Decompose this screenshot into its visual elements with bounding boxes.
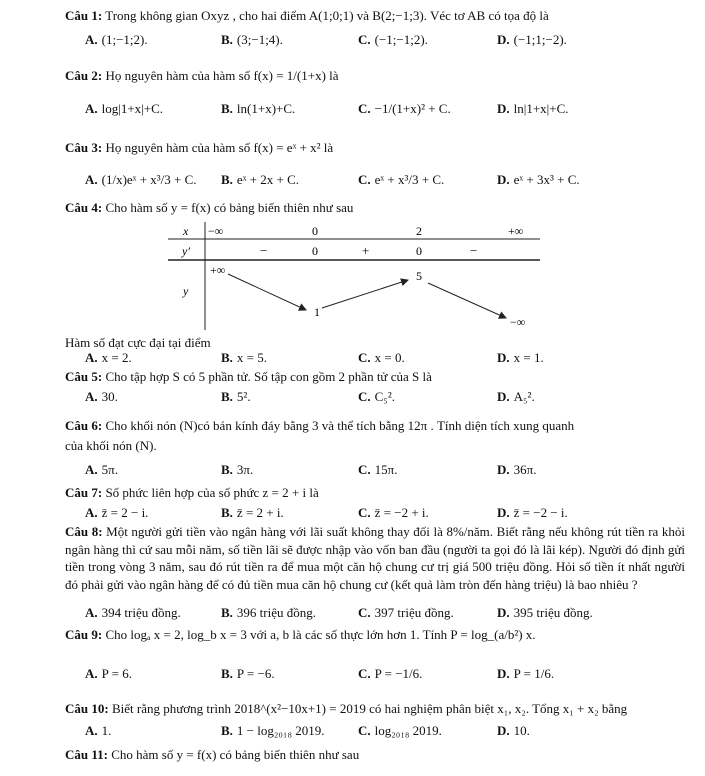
y-value-neg-inf: −∞	[510, 315, 526, 329]
option-c[interactable]: C. eˣ + x³/3 + C.	[358, 172, 445, 187]
question-label: Câu 11:	[65, 747, 108, 762]
options-6	[0, 460, 705, 480]
question-label: Câu 4:	[65, 200, 103, 215]
options-5	[0, 387, 705, 407]
question-2	[0, 66, 705, 86]
question-label: Câu 7:	[65, 485, 103, 500]
option-a[interactable]: A. P = 6.	[85, 666, 132, 681]
arrow-down-2	[428, 283, 506, 318]
option-d[interactable]: D. P = 1/6.	[497, 666, 555, 681]
option-c[interactable]: C. P = −1/6.	[358, 666, 423, 681]
options-1	[0, 30, 705, 50]
question-label: Câu 1:	[65, 8, 103, 23]
options-4	[0, 348, 705, 368]
options-2	[0, 99, 705, 119]
yprime-label: y′	[182, 244, 190, 258]
option-b[interactable]: B. 3π.	[221, 462, 254, 477]
option-a[interactable]: A. z̄ = 2 − i.	[85, 505, 149, 520]
option-a[interactable]: A. log|1+x|+C.	[85, 101, 164, 116]
question-4-followup: Hàm số đạt cực đại tại điểm	[65, 335, 211, 350]
option-d[interactable]: D. eˣ + 3x³ + C.	[497, 172, 580, 187]
option-a[interactable]: A. 30.	[85, 389, 118, 404]
question-label: Câu 10:	[65, 701, 109, 716]
x-value-neg-inf: −∞	[208, 224, 224, 238]
y-value-min: 1	[314, 305, 320, 319]
option-b[interactable]: B. 396 triệu đồng.	[221, 605, 316, 620]
question-6-line2: của khối nón (N).	[65, 438, 157, 453]
question-text: Trong không gian Oxyz , cho hai điểm A(1;0;1) và B(2;−1;3). Véc tơ AB có tọa độ là	[105, 8, 549, 23]
option-d[interactable]: D. z̄ = −2 − i.	[497, 505, 568, 520]
question-6	[0, 416, 705, 436]
option-b[interactable]: B. eˣ + 2x + C.	[221, 172, 300, 187]
option-d[interactable]: D. 395 triệu đồng.	[497, 605, 593, 620]
question-1	[0, 6, 705, 26]
question-text: Cho hàm số y = f(x) có bảng biến thiên như sau	[111, 747, 360, 762]
question-3	[0, 138, 705, 158]
options-10	[0, 721, 705, 741]
question-label: Câu 3:	[65, 140, 103, 155]
y-value-pos-inf: +∞	[210, 263, 226, 277]
question-text: Cho khối nón (N)có bán kính đáy bằng 3 và thể tích bằng 12π . Tính diện tích xung quanh	[105, 418, 575, 433]
options-7	[0, 503, 705, 523]
option-c[interactable]: C. 15π.	[358, 462, 398, 477]
option-c[interactable]: C. −1/(1+x)² + C.	[358, 101, 451, 116]
option-b[interactable]: B. x = 5.	[221, 350, 268, 365]
question-label: Câu 6:	[65, 418, 103, 433]
yprime-zero-2: 0	[416, 244, 422, 258]
question-10	[0, 699, 705, 719]
options-9	[0, 664, 705, 684]
option-c[interactable]: C. x = 0.	[358, 350, 405, 365]
question-text: Họ nguyên hàm của hàm số f(x) = eˣ + x² là	[105, 140, 334, 155]
question-text: Cho hàm số y = f(x) có bảng biến thiên như sau	[105, 200, 354, 215]
option-b[interactable]: B. ln(1+x)+C.	[221, 101, 296, 116]
question-text: Biết rằng phương trình 2018^(x²−10x+1) = 2019 có hai nghiệm phân biệt x₁, x₂. Tổng x₁ + x₂ bằng	[111, 701, 628, 716]
x-value-0: 0	[312, 224, 318, 238]
option-d[interactable]: D. (−1;1;−2).	[497, 32, 567, 47]
option-b[interactable]: B. (3;−1;4).	[221, 32, 283, 47]
question-label: Câu 2:	[65, 68, 103, 83]
question-8	[65, 523, 685, 593]
option-c[interactable]: C. C₅².	[358, 389, 395, 404]
sign-minus-2: −	[470, 243, 478, 258]
question-5	[0, 367, 705, 387]
sign-minus-1: −	[260, 243, 268, 258]
option-b[interactable]: B. P = −6.	[221, 666, 275, 681]
option-c[interactable]: C. 397 triệu đồng.	[358, 605, 454, 620]
question-4	[0, 198, 705, 218]
option-d[interactable]: D. x = 1.	[497, 350, 544, 365]
y-value-max: 5	[416, 269, 422, 283]
option-d[interactable]: D. 10.	[497, 723, 530, 738]
option-d[interactable]: D. ln|1+x|+C.	[497, 101, 569, 116]
question-9	[0, 625, 705, 645]
question-text: Họ nguyên hàm của hàm số f(x) = 1/(1+x) là	[105, 68, 339, 83]
option-a[interactable]: A. x = 2.	[85, 350, 132, 365]
option-a[interactable]: A. 5π.	[85, 462, 118, 477]
x-value-2: 2	[416, 224, 422, 238]
sign-plus: +	[362, 243, 370, 258]
question-label: Câu 5:	[65, 369, 103, 384]
variation-table	[0, 220, 705, 340]
y-label: y	[183, 284, 189, 298]
option-c[interactable]: C. z̄ = −2 + i.	[358, 505, 429, 520]
option-b[interactable]: B. 5².	[221, 389, 251, 404]
question-11	[0, 745, 705, 765]
option-d[interactable]: D. 36π.	[497, 462, 537, 477]
x-label: x	[183, 224, 189, 238]
x-value-pos-inf: +∞	[508, 224, 524, 238]
option-c[interactable]: C. (−1;−1;2).	[358, 32, 428, 47]
option-b[interactable]: B. 1 − log₂₀₁₈ 2019.	[221, 723, 325, 738]
arrow-up	[322, 280, 408, 308]
question-7	[0, 483, 705, 503]
yprime-zero-1: 0	[312, 244, 318, 258]
question-text: Cho tập hợp S có 5 phần tử. Số tập con gồm 2 phần tử của S là	[105, 369, 432, 384]
question-label: Câu 8:	[65, 524, 103, 539]
option-a[interactable]: A. 1.	[85, 723, 112, 738]
question-text: Một người gửi tiền vào ngân hàng với lãi suất không thay đổi là 8%/năm. Biết rằng nếu không rút tiền ra khỏi ngân hàng thì cứ sau mỗi năm, số tiền lãi sẽ được nhập vào vốn ban đầu (người ta gọi đó là lãi kép). Người đó định gửi tiền trong vòng 3 năm, sau đó rút tiền ra để mua một căn hộ chung cư trị giá 500 triệu đồng. Hỏi số tiền ít nhất người đó phải gửi vào ngân hàng để có đủ tiền mua căn hộ chung cư (kết quả làm tròn đến hàng triệu) là bao nhiêu ?	[65, 524, 686, 592]
option-a[interactable]: A. (1;−1;2).	[85, 32, 148, 47]
option-a[interactable]: A. (1/x)eˣ + x³/3 + C.	[85, 172, 197, 187]
question-text: Cho logₐ x = 2, log_b x = 3 với a, b là các số thực lớn hơn 1. Tính P = log_(a/b²) x.	[105, 627, 536, 642]
option-c[interactable]: C. log₂₀₁₈ 2019.	[358, 723, 442, 738]
question-text: Số phức liên hợp của số phức z = 2 + i là	[105, 485, 319, 500]
arrow-down-1	[228, 274, 306, 310]
options-3	[0, 170, 705, 190]
question-label: Câu 9:	[65, 627, 103, 642]
option-b[interactable]: B. z̄ = 2 + i.	[221, 505, 284, 520]
options-8	[0, 603, 705, 623]
option-a[interactable]: A. 394 triệu đồng.	[85, 605, 181, 620]
option-d[interactable]: D. A₅².	[497, 389, 535, 404]
